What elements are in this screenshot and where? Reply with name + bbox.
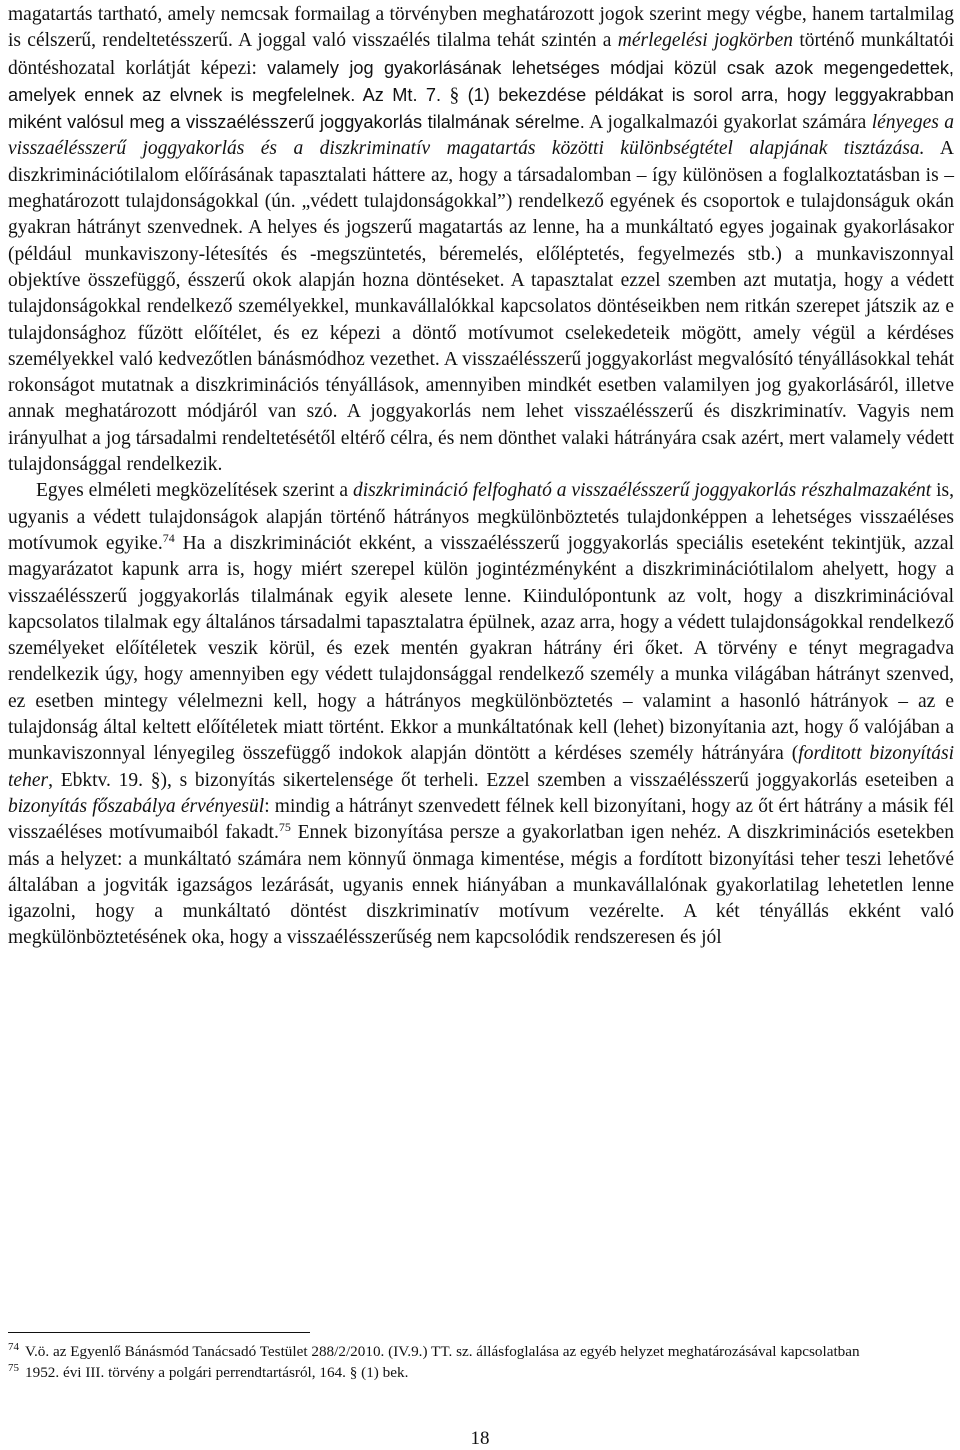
footnote-75	[8, 1362, 954, 1383]
text-segment-italic: mérlegelési jogkörben	[617, 30, 794, 52]
text-segment: magatartás tartható, amely nemcsak formailag a törvényben meghatározott jogok szerint megy végbe, hanem tartalmilag is célszerű, rendeltetésszerű. A joggal való visszaélés tilalma tehát szintén a	[8, 4, 954, 52]
footnote-text: V.ö. az Egyenlő Bánásmód Tanácsadó Testület 288/2/2010. (IV.9.) TT. sz. állásfoglalása az egyéb helyzet meghatározásával kapcsolatban	[25, 1343, 860, 1360]
paragraph-2	[8, 478, 954, 951]
text-segment: is, ugyanis a védett tulajdonságok alapján történő hátrányos megkülönböztetés tulajdonképpen a lehetséges visszaéléses motívumok egyike.	[8, 480, 954, 554]
section-sign: §	[349, 1364, 358, 1381]
text-segment: ), s bizonyítás sikertelensége őt terheli. Ezzel szemben a visszaélésszerű joggyakorlás eseteiben a	[160, 769, 954, 791]
text-segment-sans: valamely jog gyakorlásának lehetséges módjai közül csak azok megengedettek, amelyek ennek az elvnek is megfelelnek. Az Mt. 7.	[8, 57, 954, 105]
section-sign: §	[449, 84, 460, 106]
text-segment-italic: forditott bizonyítási teher	[8, 743, 954, 791]
footnote-text: 1952. évi III. törvény a polgári perrendtartásról, 164.	[25, 1364, 350, 1381]
page-number: 18	[470, 1428, 490, 1449]
footnote-divider	[8, 1332, 310, 1333]
footnote-number: 74	[8, 1341, 19, 1353]
footnote-text-tail: (1) bek.	[357, 1364, 409, 1381]
text-segment-sans: (1) bekezdése példákat is sorol arra, hogy leggyakrabban miként valósul meg a visszaélésszerű joggyakorlás tilalmának sérelme.	[8, 84, 954, 133]
text-segment-italic: lényeges a visszaélésszerű joggyakorlás és a diszkriminatív magatartás közötti különbségtétel alapjának tisztázása.	[8, 112, 954, 160]
text-segment: , Ebktv. 19.	[48, 769, 151, 791]
text-segment-italic: diszkrimináció felfogható a visszaélésszerű joggyakorlás részhalmazaként	[353, 480, 932, 502]
text-segment-italic: bizonyítás főszabálya érvényesül	[8, 795, 265, 817]
text-segment: : mindig a hátrányt szenvedett félnek kell bizonyítani, hogy az őt ért hátrány a másik fél visszaéléses motívumaiból fakadt.	[8, 795, 954, 844]
text-segment: Ha a diszkriminációt ekként, a visszaélésszerű joggyakorlás speciális eseteként tekintjük, azzal magyarázatot kapunk arra is, hogy miért szerepel külön jogintézményként a diszkriminációtilalom ahelyett, hogy a visszaélésszerű joggyakorlás tilalmának egyik alesete lenne. Kiindulópontunk az volt, hogy a diszkriminációval kapcsolatos tilalmak egy általános társadalmi tapasztalatra épülnek, azaz arra, hogy a védett tulajdonságokkal rendelkező személyeket előítéletek veszik körül, és ezek mentén gyakran hátrány éri őket. A törvény e tényt megragadva rendelkezik úgy, hogy amennyiben egy védett tulajdonsággal rendelkező személy a munka világában hátrányt szenved, ez esetben mintegy vélelmezni kell, hogy a hátrányos megkülönböztetés – valamint a hasonló hátrányok – az e tulajdonság által keltett előítéletek miatt történt. Ekkor a munkáltatónak kell (lehet) bizonyítania azt, hogy ő valójában a munkaviszonnyal lényegileg összefüggő indokok alapján döntött a kérdéses személy hátrányára (	[8, 532, 954, 765]
footnote-number: 75	[8, 1362, 19, 1374]
text-segment: Egyes elméleti megközelítések szerint a	[36, 480, 353, 502]
page-body	[8, 2, 954, 952]
footnotes	[8, 1332, 954, 1383]
section-sign: §	[150, 769, 161, 791]
footnote-reference-75[interactable]: 75	[278, 820, 291, 835]
text-segment: A diszkriminációtilalom előírásának tapasztalati háttere az, hogy a társadalomban – így különösen a foglalkoztatásban is – meghatározott tulajdonságokkal (ún. „védett tulajdonságokkal”) rendelkező egyének és csoportok e tulajdonságuk okán gyakran hátrányt szenvednek. A helyes és jogszerű magatartás az lenne, ha a munkáltató egyes jogainak gyakorlásakor (például munkaviszony-létesítés és -megszüntetés, béremelés, előléptetés, fegyelmezés stb.) a munkaviszonnyal objektíve összefüggő, ésszerű okok alapján hozna döntéseket. A tapasztalat ezzel szemben azt mutatja, hogy a védett tulajdonságokkal rendelkező személyekkel, munkavállalókkal kapcsolatos döntéseikben nem ritkán szerepet játszik az e tulajdonsághoz fűzött előítélet, és ez képezi a döntő motívumot cselekedeteik mögött, amely végül a kérdéses személyekkel való kedvezőtlen bánásmódhoz vezethet. A visszaélésszerű joggyakorlást megvalósító tényállásokkal tehát rokonságot mutatnak a diszkriminációs tényállások, amennyiben mindkét esetben valamilyen jog gyakorlásáról, illetve annak meghatározott módjáról van szó. A joggyakorlás nem lehet visszaélésszerű és diszkriminatív. Vagyis nem irányulhat a jog társadalmi rendeltetésétől eltérő célra, és nem dönthet valaki hátrányára csak azért, mert valamely védett tulajdonsággal rendelkezik.	[8, 138, 954, 476]
footnote-74	[8, 1341, 954, 1362]
footnote-reference-74[interactable]: 74	[162, 530, 175, 545]
text-segment: A jogalkalmazói gyakorlat számára	[584, 112, 872, 134]
paragraph-1	[8, 2, 954, 478]
text-segment: történő munkáltatói döntéshozatal korlátját képezi:	[8, 30, 955, 79]
text-segment: Ennek bizonyítása persze a gyakorlatban igen nehéz. A diszkriminációs esetekben más a helyzet: a munkáltató számára nem könnyű önmaga kimentése, mégis a fordított bizonyítási teher teszi lehetővé általában a jogviták igazságos lezárását, ugyanis ennek hiányában a munkavállalónak gyakorlatilag lehetetlen lenne igazolni, hogy a munkáltató döntést diszkriminatív motívum vezérelte. A két tényállás ekként való megkülönböztetésének oka, hogy a visszaélésszerűség nem kapcsolódik rendszeresen és jól	[8, 822, 954, 949]
